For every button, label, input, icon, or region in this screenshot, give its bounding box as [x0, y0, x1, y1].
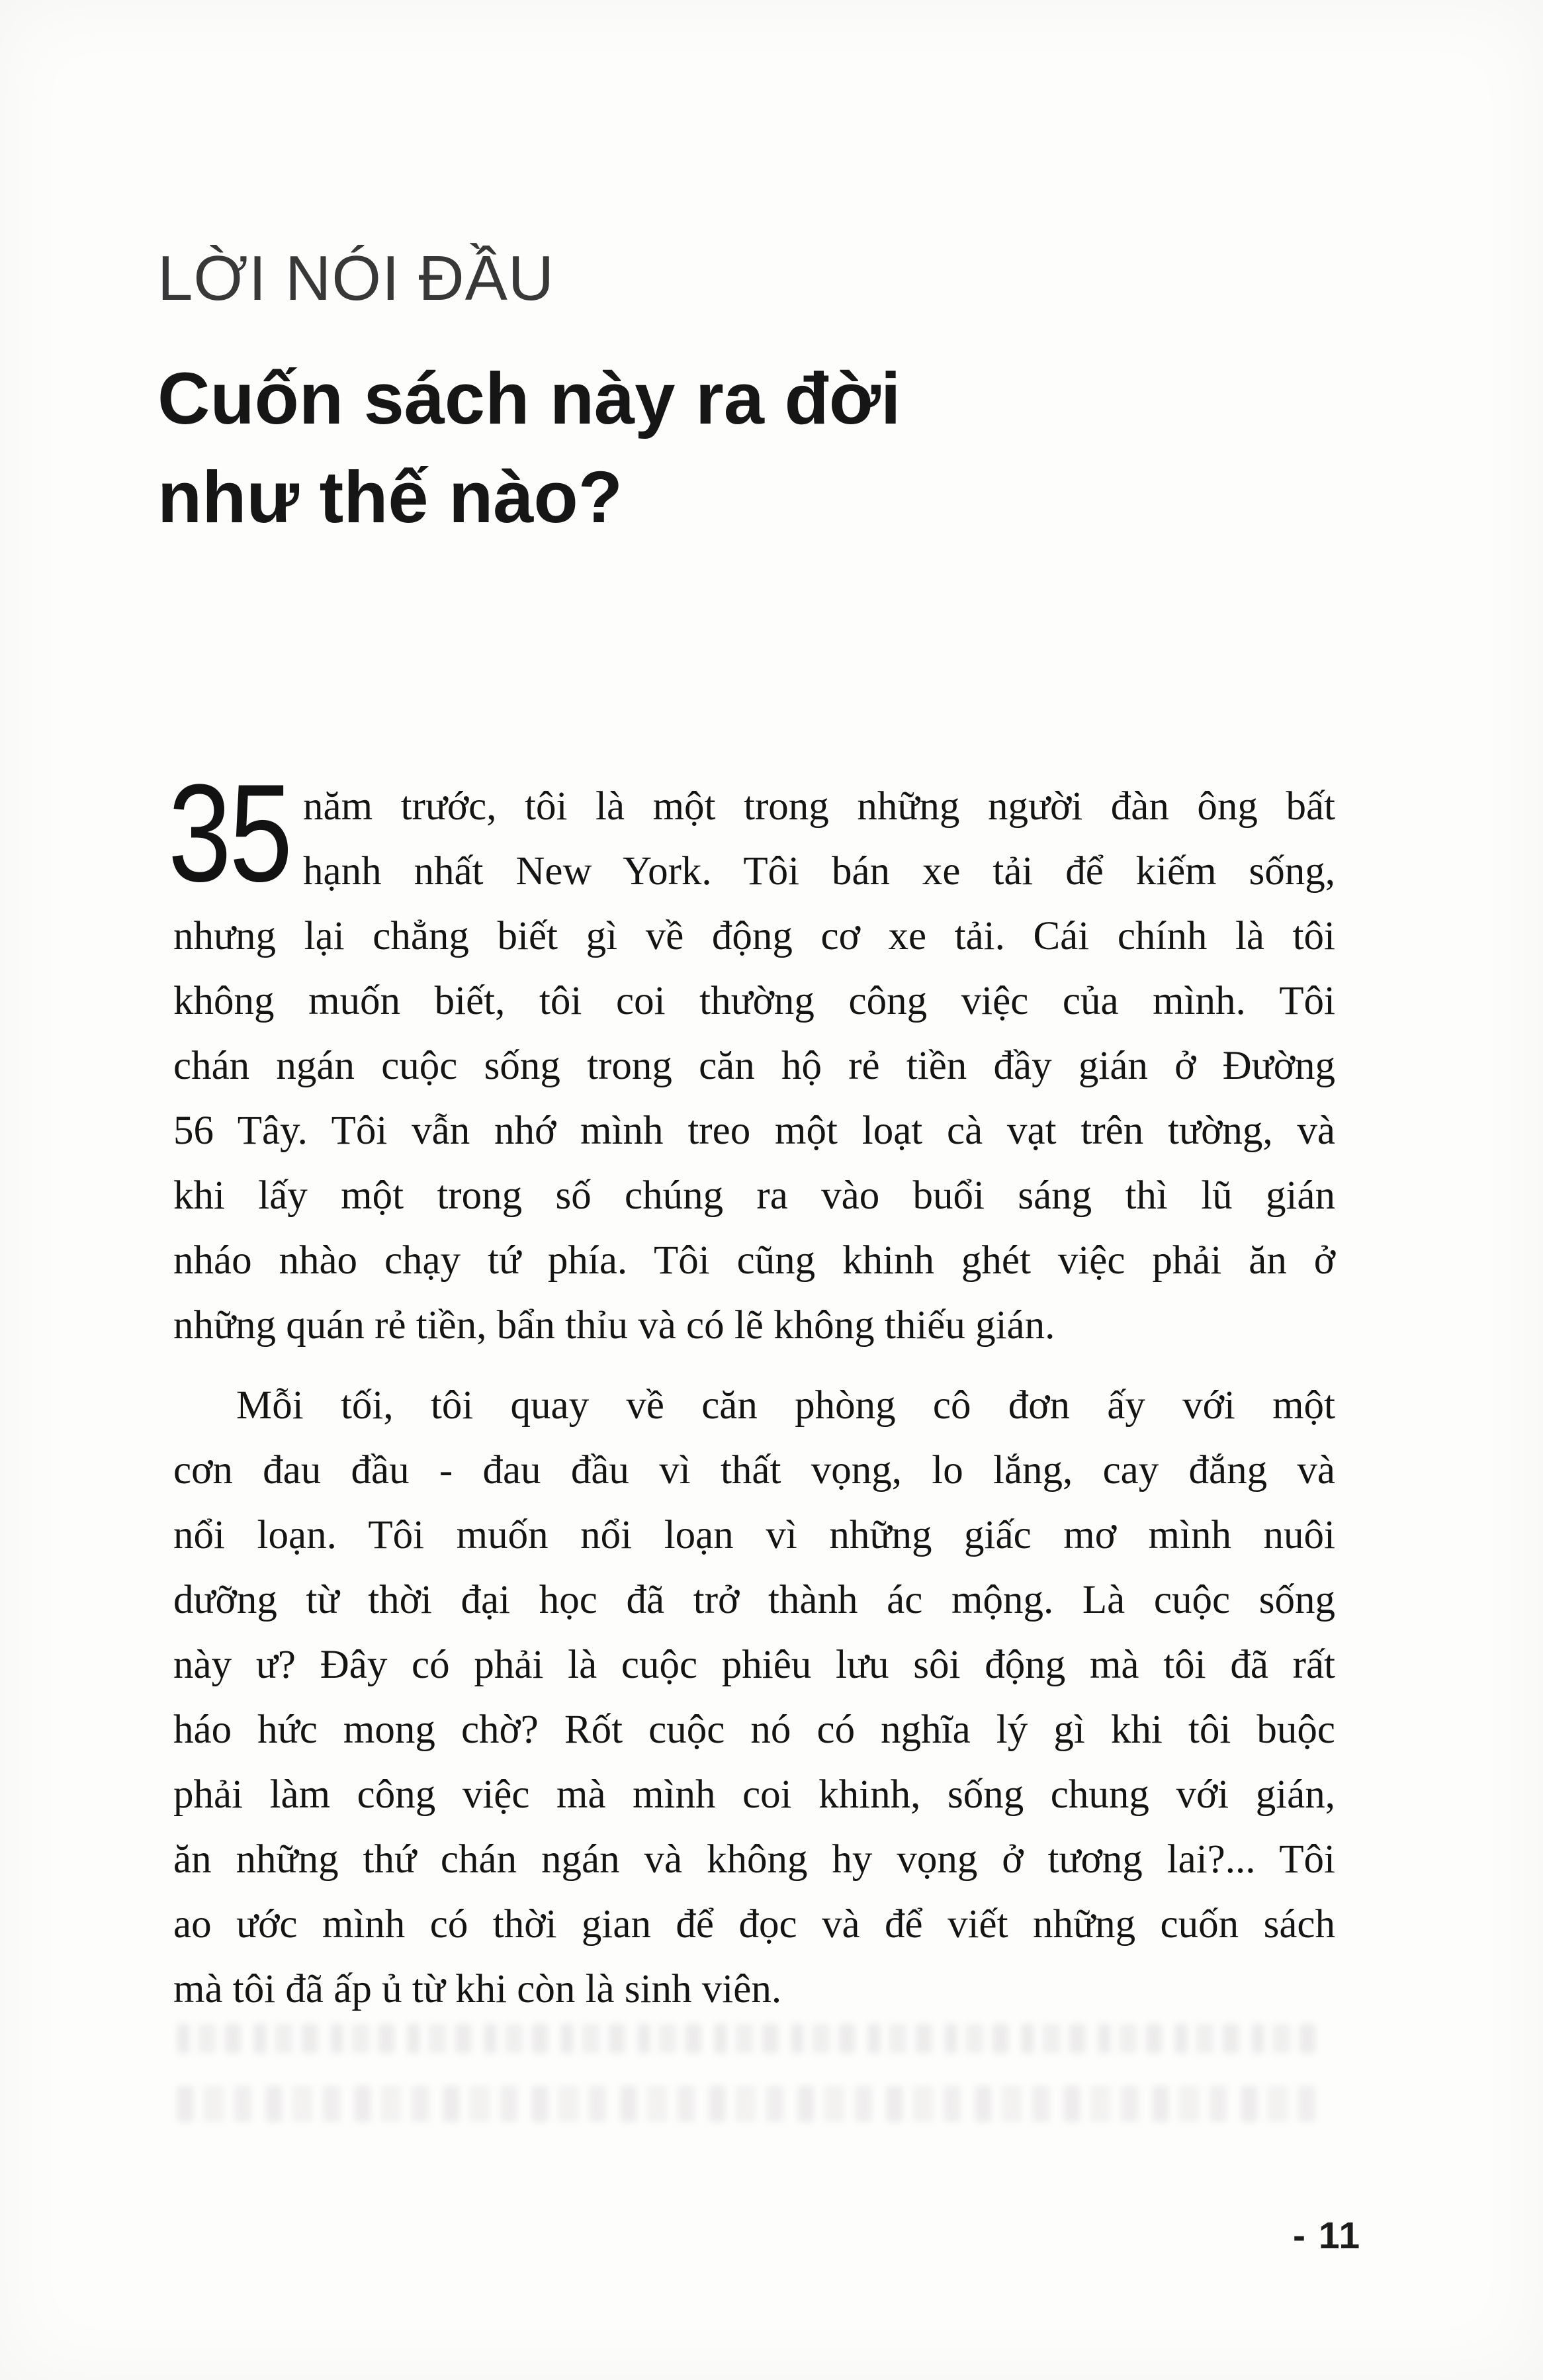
text-line: dưỡng từ thời đại học đã trở thành ác mộng. Là cuộc sống	[173, 1578, 1335, 1622]
text-line: háo hức mong chờ? Rốt cuộc nó có nghĩa lý gì khi tôi buộc	[173, 1708, 1335, 1752]
text-line: những quán rẻ tiền, bẩn thỉu và có lẽ không thiếu gián.	[173, 1303, 1055, 1348]
text-line: nháo nhào chạy tứ phía. Tôi cũng khinh ghét việc phải ăn ở	[173, 1238, 1335, 1283]
chapter-title	[157, 349, 901, 547]
text-line: ao ước mình có thời gian để đọc và để viết những cuốn sách	[173, 1902, 1335, 1946]
bleed-through-line	[177, 2024, 1329, 2053]
text-line: ăn những thứ chán ngán và không hy vọng ở tương lai?... Tôi	[173, 1837, 1335, 1882]
preface-kicker: LỜI NÓI ĐẦU	[157, 243, 555, 314]
drop-cap-number: 35	[168, 755, 290, 911]
bleed-through-line	[177, 2086, 1329, 2122]
text-line: chán ngán cuộc sống trong căn hộ rẻ tiền đầy gián ở Đường	[173, 1044, 1335, 1088]
text-line: phải làm công việc mà mình coi khinh, sống chung với gián,	[173, 1772, 1335, 1817]
chapter-title-line-1: Cuốn sách này ra đời	[157, 358, 901, 439]
text-line: này ư? Đây có phải là cuộc phiêu lưu sôi động mà tôi đã rất	[173, 1643, 1335, 1687]
text-line: nhưng lại chẳng biết gì về động cơ xe tải. Cái chính là tôi	[173, 914, 1335, 958]
text-line: Mỗi tối, tôi quay về căn phòng cô đơn ấy với một	[236, 1383, 1335, 1428]
text-line: năm trước, tôi là một trong những người đàn ông bất	[303, 784, 1335, 829]
text-line: cơn đau đầu - đau đầu vì thất vọng, lo lắng, cay đắng và	[173, 1448, 1335, 1492]
text-line: khi lấy một trong số chúng ra vào buổi sáng thì lũ gián	[173, 1173, 1335, 1218]
text-line: không muốn biết, tôi coi thường công việc của mình. Tôi	[173, 979, 1335, 1023]
paragraph-2	[173, 1373, 1335, 2022]
paragraph-1	[173, 774, 1335, 1358]
text-line: mà tôi đã ấp ủ từ khi còn là sinh viên.	[173, 1967, 782, 2011]
text-line: 56 Tây. Tôi vẫn nhớ mình treo một loạt cà vạt trên tường, và	[173, 1109, 1335, 1153]
text-line: hạnh nhất New York. Tôi bán xe tải để kiếm sống,	[303, 849, 1335, 893]
body-text-column	[168, 755, 1335, 2022]
text-line: nổi loạn. Tôi muốn nổi loạn vì những giấc mơ mình nuôi	[173, 1513, 1335, 1557]
page-number: - 11	[1293, 2215, 1362, 2257]
chapter-title-line-2: như thế nào?	[157, 457, 623, 538]
